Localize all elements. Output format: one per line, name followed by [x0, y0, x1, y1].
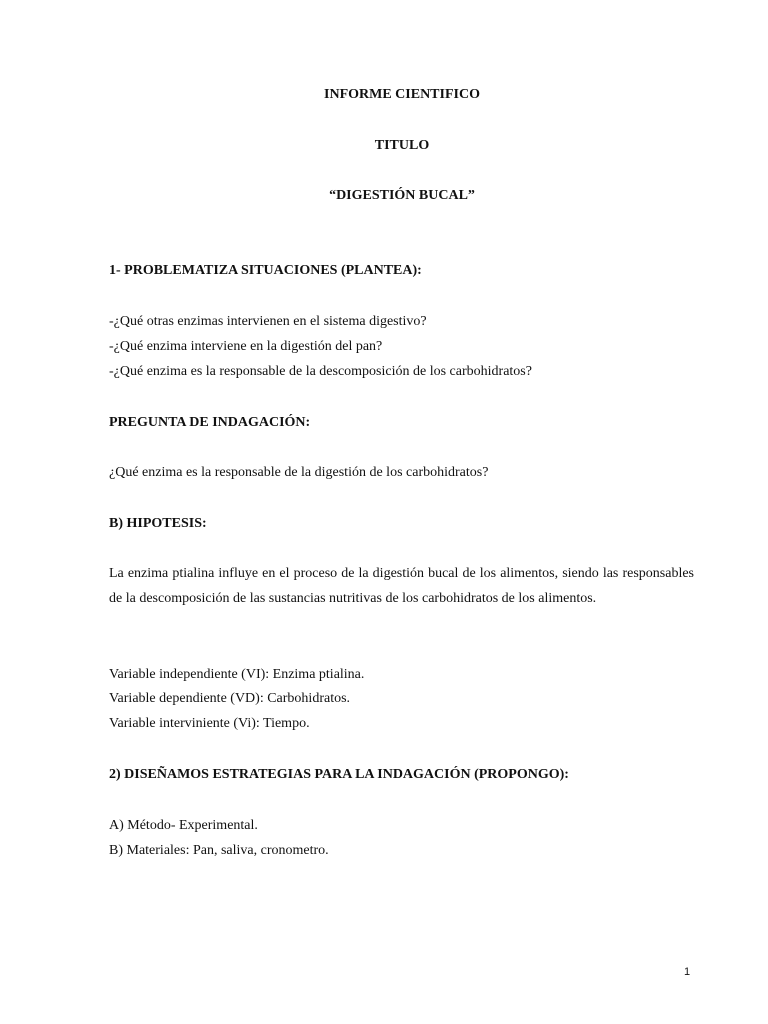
inquiry-question: ¿Qué enzima es la responsable de la digestión de los carbohidratos? — [109, 465, 489, 480]
hypothesis-paragraph: La enzima ptialina influye en el proceso de la digestión bucal de los alimentos, siendo las responsables de la descomposición de las sustancias nutritivas de los carbohidratos de los alimentos. — [109, 566, 694, 606]
section1-heading: 1- PROBLEMATIZA SITUACIONES (PLANTEA): — [109, 263, 422, 278]
variable-item: Variable interviniente (Vi): Tiempo. — [109, 716, 310, 731]
question-item: -¿Qué enzima es la responsable de la descomposición de los carbohidratos? — [109, 364, 532, 379]
question-item: -¿Qué enzima interviene en la digestión del pan? — [109, 339, 383, 354]
hypothesis-heading: B) HIPOTESIS: — [109, 516, 207, 531]
section2-heading: 2) DISEÑAMOS ESTRATEGIAS PARA LA INDAGACIÓN (PROPONGO): — [109, 767, 569, 782]
document-title: “DIGESTIÓN BUCAL” — [329, 188, 475, 203]
strategy-item: B) Materiales: Pan, saliva, cronometro. — [109, 843, 329, 858]
variable-item: Variable dependiente (VD): Carbohidratos. — [109, 691, 351, 706]
question-item: -¿Qué otras enzimas intervienen en el sistema digestivo? — [109, 314, 427, 329]
variable-item: Variable independiente (VI): Enzima ptialina. — [109, 667, 365, 682]
page-number: 1 — [684, 966, 691, 978]
report-title: INFORME CIENTIFICO — [324, 87, 480, 102]
inquiry-heading: PREGUNTA DE INDAGACIÓN: — [109, 415, 311, 430]
strategy-item: A) Método- Experimental. — [109, 818, 258, 833]
title-label: TITULO — [374, 138, 430, 153]
